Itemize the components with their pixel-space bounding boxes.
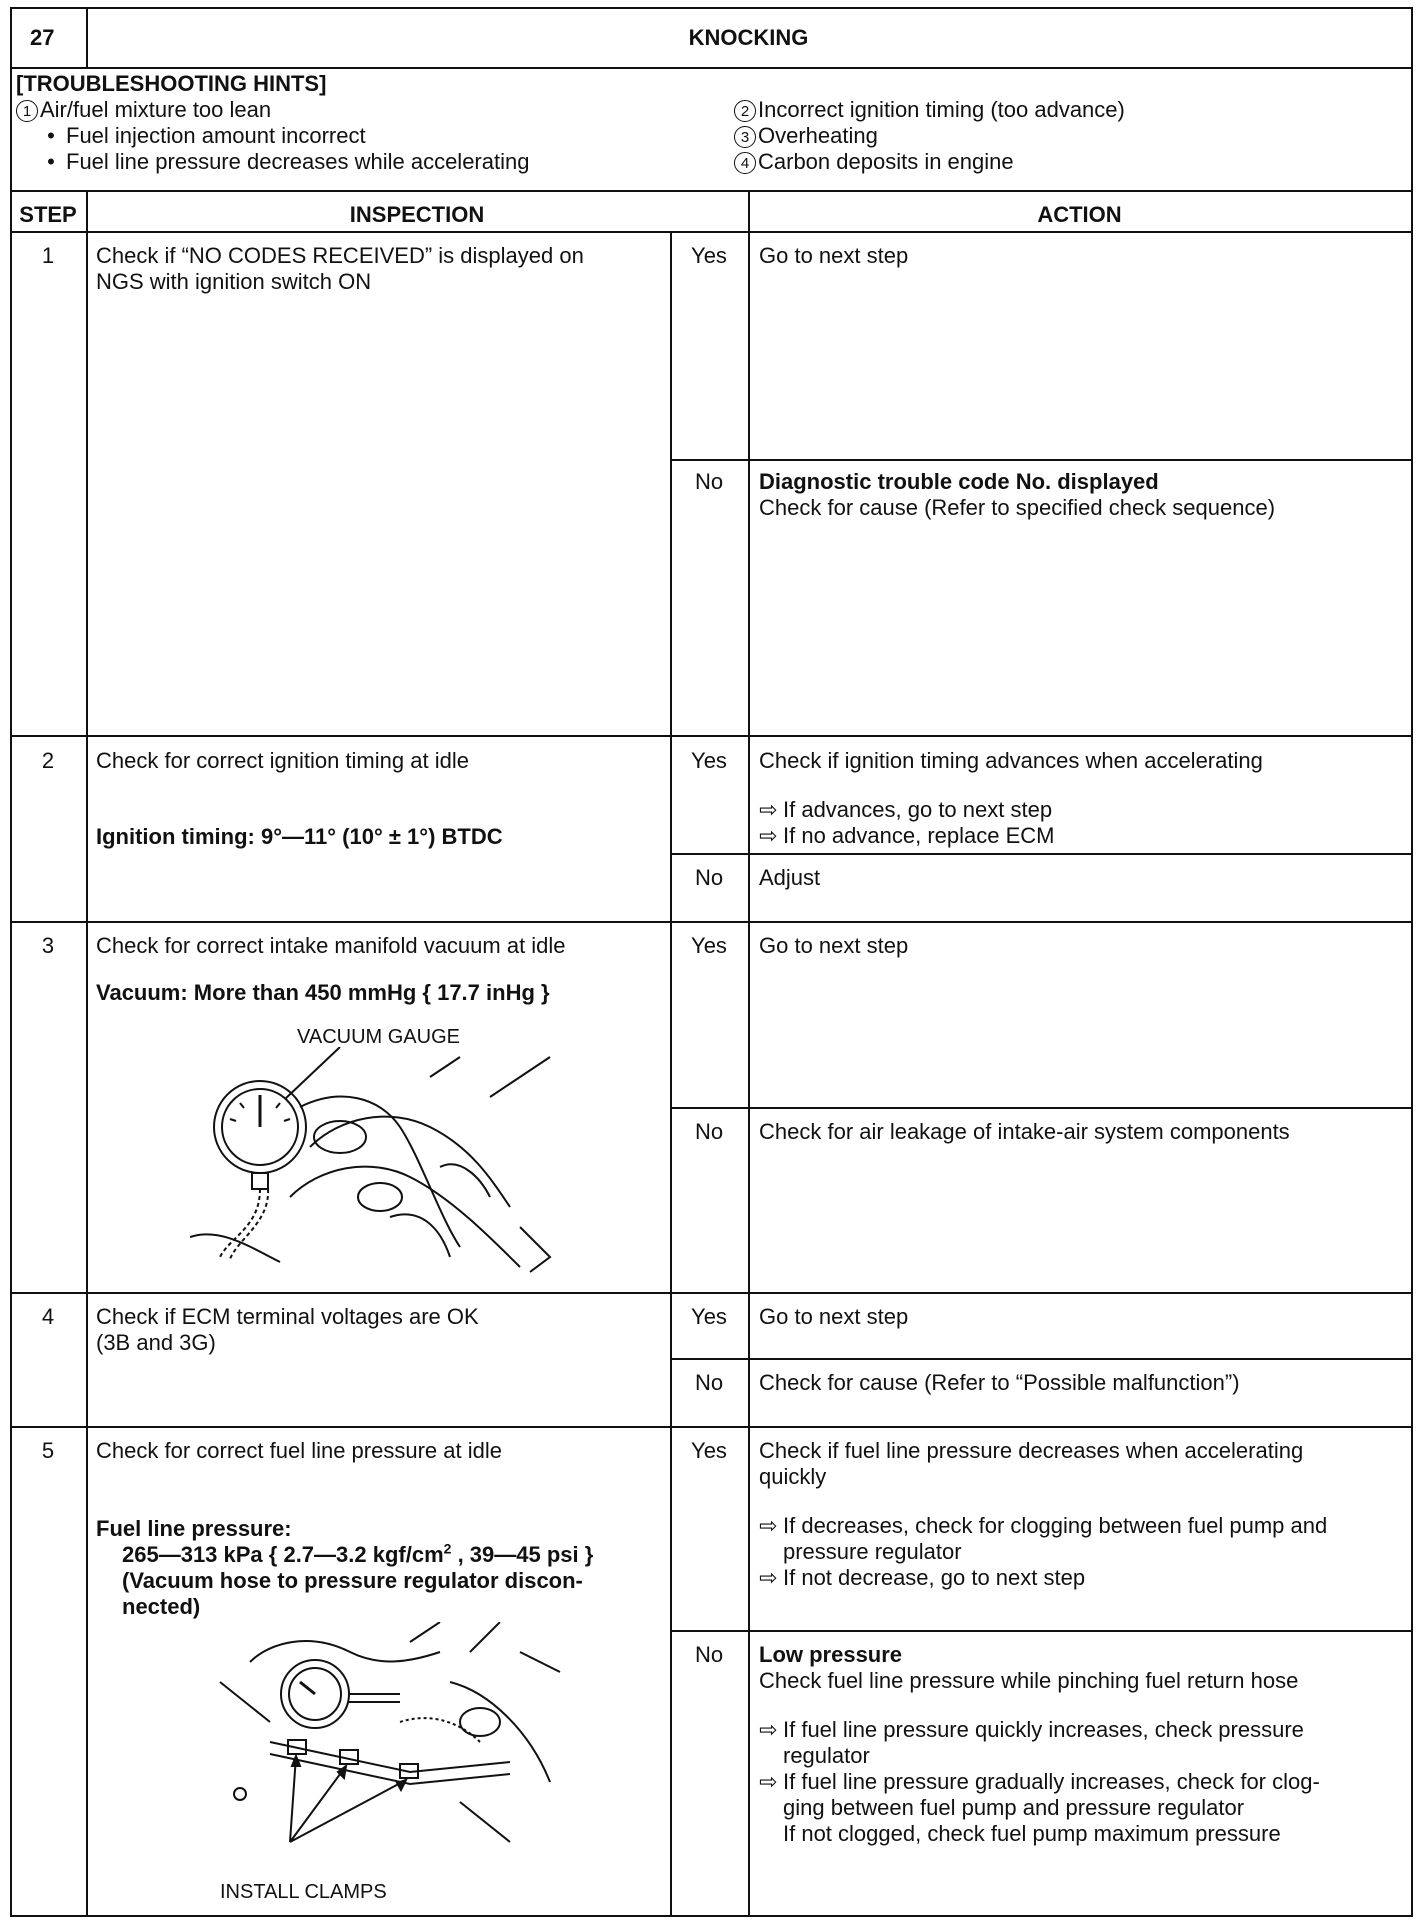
hint-2: [734, 97, 1125, 123]
inspection-spec: Vacuum: More than 450 mmHg { 17.7 inHg }: [96, 980, 550, 1005]
step-number: 1: [41, 243, 55, 268]
column-action: ACTION: [1037, 202, 1122, 227]
troubleshooting-page: [10, 7, 1413, 1917]
no-action: Check for air leakage of intake-air system components: [759, 1119, 1290, 1144]
hints-rule: [10, 190, 1413, 192]
spec-title: Fuel line pressure:: [96, 1516, 292, 1541]
sub-text: If fuel line pressure quickly increases, check pressure: [783, 1717, 1304, 1742]
no-sub-2-cont: ging between fuel pump and pressure regulator: [783, 1795, 1245, 1820]
yes-sub-1-cont: pressure regulator: [783, 1539, 962, 1564]
inspection-text: Check for correct ignition timing at idle: [96, 748, 469, 773]
hints-title: [TROUBLESHOOTING HINTS]: [16, 71, 327, 96]
hint-2-text: Incorrect ignition timing (too advance): [758, 97, 1125, 122]
yes-label: Yes: [691, 1304, 727, 1329]
yes-no-rule-2: [670, 853, 1413, 855]
inspection-text: Check if ECM terminal voltages are OK: [96, 1304, 479, 1329]
hint-4: [734, 149, 1014, 175]
no-sub-2: [759, 1769, 1320, 1795]
spec-superscript: 2: [443, 1540, 452, 1557]
no-action: Adjust: [759, 865, 821, 890]
action-column-divider: [748, 190, 750, 1917]
yes-no-rule-1: [670, 459, 1413, 461]
yes-action: Check if fuel line pressure decreases when accelerating: [759, 1438, 1304, 1463]
gauge-connector: [349, 1694, 400, 1702]
no-sub-2-cont: If not clogged, check fuel pump maximum pressure: [783, 1821, 1281, 1846]
hint-1: [16, 97, 271, 123]
figure-label: VACUUM GAUGE: [297, 1026, 460, 1048]
spring-hose: [400, 1718, 480, 1742]
no-sub-1: [759, 1717, 1304, 1743]
spec-note: (Vacuum hose to pressure regulator discon-: [122, 1568, 583, 1593]
step-number: 5: [41, 1438, 55, 1463]
no-label: No: [694, 1642, 724, 1667]
gauge-stem: [252, 1173, 268, 1189]
frame-left: [10, 7, 12, 1917]
column-inspection: INSPECTION: [349, 202, 485, 227]
yes-no-rule-5: [670, 1630, 1413, 1632]
spec-value: [122, 1542, 593, 1568]
no-label: No: [694, 469, 724, 494]
spec-value-part: 265—313 kPa { 2.7—3.2 kgf/cm: [122, 1542, 444, 1567]
yes-label: Yes: [691, 1438, 727, 1463]
bullet-text: Fuel line pressure decreases while accelerating: [66, 149, 530, 174]
circled-number: 4: [734, 152, 756, 174]
yes-action: Check if ignition timing advances when accelerating: [759, 748, 1263, 773]
step-number: 4: [41, 1304, 55, 1329]
bullet-text: Fuel injection amount incorrect: [66, 123, 366, 148]
spec-note: nected): [122, 1594, 201, 1619]
yes-no-rule-4: [670, 1358, 1413, 1360]
sub-text: If fuel line pressure gradually increases, check for clog-: [783, 1769, 1320, 1794]
fuel-lines: [220, 1622, 500, 1722]
sub-text: If not decrease, go to next step: [783, 1565, 1086, 1590]
hint-1-bullet-1: [36, 123, 366, 149]
yes-label: Yes: [691, 748, 727, 773]
no-label: No: [694, 865, 724, 890]
clamp-leader-lines: [290, 1756, 406, 1842]
step-number: 2: [41, 748, 55, 773]
circled-number: 2: [734, 100, 756, 122]
step-rule-1: [10, 735, 1413, 737]
step-column-divider: [86, 190, 88, 1917]
inspection-text: NGS with ignition switch ON: [96, 269, 372, 294]
engine-outline: [450, 1652, 560, 1842]
engine-part: [460, 1708, 500, 1736]
arrow-right-icon: ⇨: [759, 1769, 778, 1794]
hint-3: [734, 123, 878, 149]
yes-sub-1: [759, 1513, 1327, 1539]
arrow-right-icon: ⇨: [759, 1717, 778, 1742]
no-sub-1-cont: regulator: [783, 1743, 870, 1768]
bullet-icon: •: [47, 123, 55, 148]
yes-action: quickly: [759, 1464, 827, 1489]
arrowheads: [292, 1756, 406, 1790]
sub-text: If no advance, replace ECM: [783, 823, 1055, 848]
arrow-right-icon: ⇨: [759, 823, 778, 848]
sub-text: If decreases, check for clogging between fuel pump and: [783, 1513, 1328, 1538]
step-rule-2: [10, 921, 1413, 923]
bolt: [234, 1788, 246, 1800]
page-title: KNOCKING: [688, 25, 809, 50]
yes-action: Go to next step: [759, 1304, 909, 1329]
arrow-right-icon: ⇨: [759, 797, 778, 822]
bullet-icon: •: [47, 149, 55, 174]
yes-label: Yes: [691, 243, 727, 268]
spec-value-part: , 39—45 psi }: [451, 1542, 594, 1567]
column-step: STEP: [19, 202, 77, 227]
gauge-needle: [300, 1682, 315, 1694]
hose: [220, 1189, 268, 1259]
step-number: 3: [41, 933, 55, 958]
step-rule-3: [10, 1292, 1413, 1294]
yes-no-rule-3: [670, 1107, 1413, 1109]
yes-sub-2: [759, 823, 1054, 849]
hint-4-text: Carbon deposits in engine: [758, 149, 1014, 174]
engine-part: [358, 1183, 402, 1211]
inspection-text: Check for correct fuel line pressure at idle: [96, 1438, 502, 1463]
arrow-right-icon: ⇨: [759, 1513, 778, 1538]
inspection-text: Check for correct intake manifold vacuum at idle: [96, 933, 566, 958]
hint-1-bullet-2: [36, 149, 529, 175]
no-action-title: Low pressure: [759, 1642, 903, 1667]
hose-2: [300, 1097, 460, 1247]
figure-label: INSTALL CLAMPS: [220, 1881, 387, 1903]
inspection-text: Check if “NO CODES RECEIVED” is displayed on: [96, 243, 584, 268]
hint-1-text: Air/fuel mixture too lean: [40, 97, 272, 122]
yes-label: Yes: [691, 933, 727, 958]
step-rule-4: [10, 1426, 1413, 1428]
header-rule: [10, 67, 1413, 69]
frame-top: [10, 7, 1413, 9]
hint-3-text: Overheating: [758, 123, 878, 148]
no-action: Check for cause (Refer to “Possible malfunction”): [759, 1370, 1240, 1395]
leader-line: [285, 1047, 340, 1099]
header-number: 27: [30, 25, 55, 50]
sub-text: If advances, go to next step: [783, 797, 1053, 822]
no-label: No: [694, 1370, 724, 1395]
arrow-right-icon: ⇨: [759, 1565, 778, 1590]
yes-sub-1: [759, 797, 1052, 823]
circled-number: 3: [734, 126, 756, 148]
no-action: Check for cause (Refer to specified check sequence): [759, 495, 1276, 520]
yes-sub-2: [759, 1565, 1085, 1591]
inspection-spec: Ignition timing: 9°—11° (10° ± 1°) BTDC: [96, 824, 503, 849]
yes-action: Go to next step: [759, 243, 909, 268]
no-action: Check fuel line pressure while pinching fuel return hose: [759, 1668, 1299, 1693]
vacuum-gauge-illustration: [190, 1047, 570, 1277]
no-action-title: Diagnostic trouble code No. displayed: [759, 469, 1159, 494]
column-header-rule: [10, 231, 1413, 233]
frame-bottom: [10, 1915, 1413, 1917]
fuel-pressure-gauge-illustration: [210, 1622, 570, 1862]
no-label: No: [694, 1119, 724, 1144]
inspection-text: (3B and 3G): [96, 1330, 216, 1355]
circled-number: 1: [16, 100, 38, 122]
yes-action: Go to next step: [759, 933, 909, 958]
